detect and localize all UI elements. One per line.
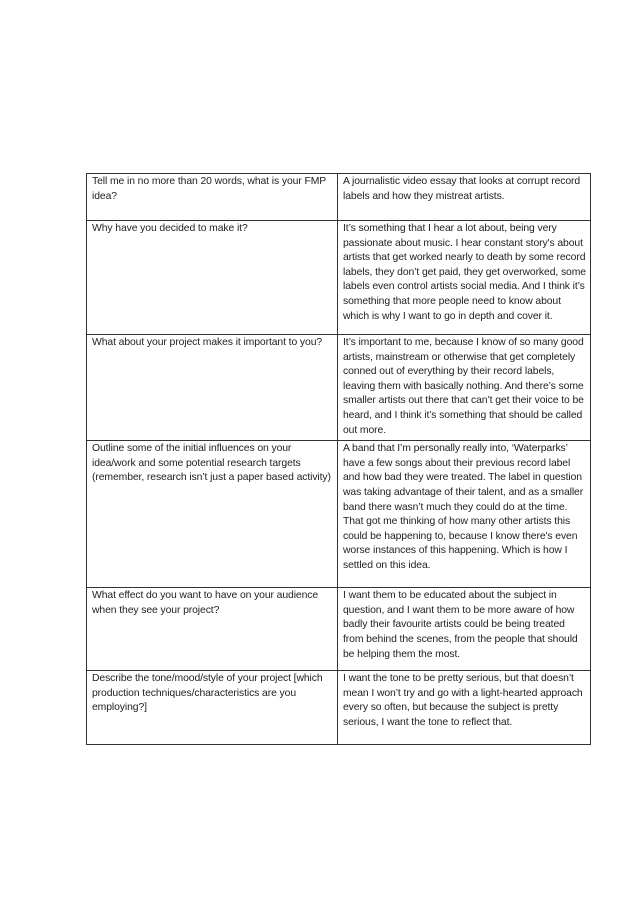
fmp-questions-table <box>86 173 591 745</box>
table-row <box>87 335 591 441</box>
question-cell: Describe the tone/mood/style of your project [which production techniques/characteristics are you employing?] <box>87 671 338 745</box>
table-row <box>87 174 591 221</box>
table-row <box>87 221 591 335</box>
table-row <box>87 671 591 745</box>
table-row <box>87 588 591 671</box>
answer-cell: I want the tone to be pretty serious, but that doesn’t mean I won’t try and go with a light-hearted approach every so often, but because the subject is pretty serious, I want the tone to reflect that. <box>338 671 591 745</box>
question-cell: What effect do you want to have on your audience when they see your project? <box>87 588 338 671</box>
question-cell: What about your project makes it important to you? <box>87 335 338 441</box>
answer-cell: A band that I’m personally really into, ‘Waterparks’ have a few songs about their previous record label and how bad they were treated. The label in question was taking advantage of their talent, and as a smaller band there wasn’t much they could do at the time. That got me thinking of how many other artists this could be happening to, because I know there's even worse instances of this happening. Which is how I settled on this idea. <box>338 441 591 588</box>
question-cell: Why have you decided to make it? <box>87 221 338 335</box>
answer-cell: A journalistic video essay that looks at corrupt record labels and how they mistreat artists. <box>338 174 591 221</box>
answer-cell: It’s important to me, because I know of so many good artists, mainstream or otherwise that get completely conned out of everything by their record labels, leaving them with basically nothing. And there’s some smaller artists out there that can’t get their voice to be heard, and I think it’s something that should be called out more. <box>338 335 591 441</box>
question-cell: Outline some of the initial influences on your idea/work and some potential research targets (remember, research isn’t just a paper based activity) <box>87 441 338 588</box>
answer-cell: It’s something that I hear a lot about, being very passionate about music. I hear constant story's about artists that get worked nearly to death by some record labels, they don’t get paid, they get overworked, some labels even control artists social media. And I think it’s something that more people need to know about which is why I want to go in depth and cover it. <box>338 221 591 335</box>
table-row <box>87 441 591 588</box>
question-cell: Tell me in no more than 20 words, what is your FMP idea? <box>87 174 338 221</box>
answer-cell: I want them to be educated about the subject in question, and I want them to be more aware of how badly their favourite artists could be being treated from behind the scenes, from the people that should be helping them the most. <box>338 588 591 671</box>
